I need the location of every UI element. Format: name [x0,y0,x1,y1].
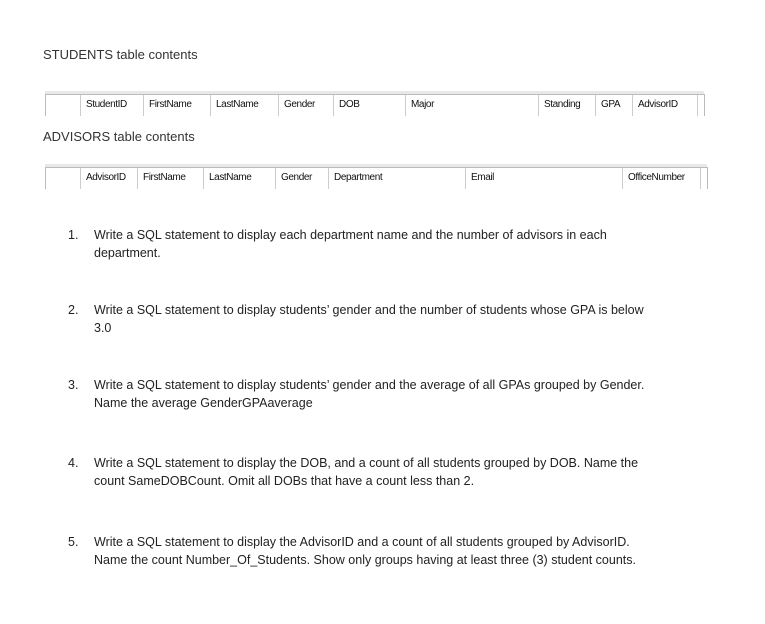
column-header-email[interactable]: Email [466,168,623,189]
question-text: Write a SQL statement to display the DOB, and a count of all students grouped by DOB. Name the count SameDOBCount. Omit all DOBs that have a count less than 2. [94,456,639,488]
row-selector-header[interactable] [46,95,81,116]
column-header-department[interactable]: Department [329,168,466,189]
column-header-standing[interactable]: Standing [539,95,596,116]
column-header-lastname[interactable]: LastName [211,95,279,116]
question-text: Write a SQL statement to display each department name and the number of advisors in each department. [94,228,607,260]
question-number: 1. [68,228,79,242]
table-top-border [45,164,707,167]
column-header-advisorid[interactable]: AdvisorID [81,168,138,189]
column-header-studentid[interactable]: StudentID [81,95,144,116]
column-header-advisorid[interactable]: AdvisorID [633,95,698,116]
question-number: 5. [68,535,79,549]
advisors-heading: ADVISORS table contents [43,129,195,144]
column-header-gender[interactable]: Gender [276,168,329,189]
column-header-officenumber[interactable]: OfficeNumber [623,168,701,189]
question-number: 4. [68,456,79,470]
column-header-firstname[interactable]: FirstName [144,95,211,116]
column-header-firstname[interactable]: FirstName [138,168,204,189]
students-table-header [45,94,705,116]
row-selector-header[interactable] [46,168,81,189]
advisors-table-header [45,167,708,189]
column-header-major[interactable]: Major [406,95,539,116]
column-header-gpa[interactable]: GPA [596,95,633,116]
question-text: Write a SQL statement to display students’ gender and the number of students whose GPA is below 3.0 [94,303,644,335]
column-header-dob[interactable]: DOB [334,95,406,116]
column-header-gender[interactable]: Gender [279,95,334,116]
question-number: 3. [68,378,79,392]
question-number: 2. [68,303,79,317]
table-top-border [45,91,704,94]
question-text: Write a SQL statement to display the AdvisorID and a count of all students grouped by AdvisorID. Name the count Number_Of_Students. Show only groups having at least three (3) student counts. [94,535,636,567]
students-heading: STUDENTS table contents [43,47,198,62]
column-header-lastname[interactable]: LastName [204,168,276,189]
question-text: Write a SQL statement to display students’ gender and the average of all GPAs grouped by Gender. Name the average GenderGPAaverage [94,378,645,410]
